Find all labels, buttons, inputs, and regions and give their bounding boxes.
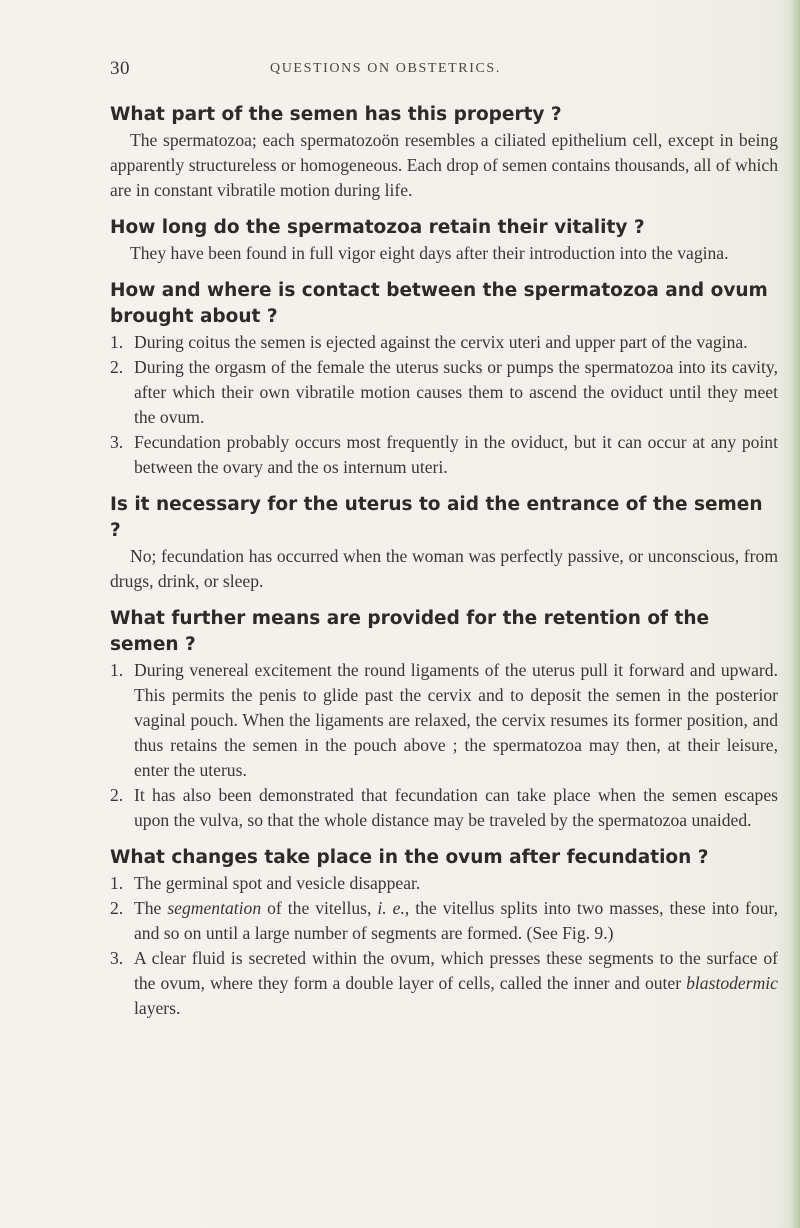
list-item — [110, 896, 778, 946]
running-head — [110, 58, 750, 82]
list-item — [110, 658, 778, 783]
list-item — [110, 430, 778, 480]
item-text-post: , the vitellus splits into two masses, these into four, and so on until a large number of segments are formed. (See Fig. 9.) — [134, 898, 778, 943]
list-item — [110, 330, 778, 355]
item-text-pre: The — [134, 898, 168, 918]
page-content — [110, 102, 778, 1021]
answer-uterus-aid: No; fecundation has occurred when the woman was perfectly passive, or unconscious, from drugs, drink, or sleep. — [110, 546, 778, 591]
question-uterus-aid: Is it necessary for the uterus to aid the entrance of the semen ? — [110, 494, 763, 541]
answer-semen-property: The spermatozoa; each spermatozoön resembles a ciliated epithelium cell, except in being apparently structureless or homogeneous. Each drop of semen contains thousands, all of which are in constant vibratile motion during life. — [110, 130, 778, 200]
item-number: 3. — [110, 948, 124, 968]
term-segmentation: segmentation — [167, 898, 262, 918]
item-number: 1. — [110, 660, 124, 680]
question-retention: What further means are provided for the retention of the semen ? — [110, 608, 710, 655]
item-number: 2. — [110, 898, 124, 918]
abbrev-ie: i. e. — [377, 898, 405, 918]
list-item — [110, 946, 778, 1021]
item-number: 2. — [110, 357, 124, 377]
item-text-mid: of the vitellus, — [261, 898, 378, 918]
item-text: During the orgasm of the female the uterus sucks or pumps the spermatozoa into its cavity, after which their own vibratile motion causes them to ascend the oviduct until they meet the ovum. — [134, 357, 778, 427]
question-contact: How and where is contact between the spermatozoa and ovum brought about ? — [110, 280, 768, 327]
item-text: During coitus the semen is ejected against the cervix uteri and upper part of the vagina. — [134, 332, 748, 352]
running-title: QUESTIONS ON OBSTETRICS. — [270, 61, 501, 76]
item-number: 1. — [110, 332, 124, 352]
answer-list-retention — [110, 658, 778, 833]
item-number: 2. — [110, 785, 124, 805]
page-number: 30 — [110, 58, 130, 79]
item-text: Fecundation probably occurs most frequently in the oviduct, but it can occur at any point between the ovary and the os internum uteri. — [134, 432, 778, 477]
list-item — [110, 355, 778, 430]
item-text: The germinal spot and vesicle disappear. — [134, 873, 421, 893]
item-number: 3. — [110, 432, 124, 452]
item-text: It has also been demonstrated that fecundation can take place when the semen escapes upon the vulva, so that the whole distance may be traveled by the spermatozoa unaided. — [134, 785, 778, 830]
list-item — [110, 871, 778, 896]
answer-vitality: They have been found in full vigor eight days after their introduction into the vagina. — [130, 243, 729, 263]
question-ovum-changes: What changes take place in the ovum after fecundation ? — [110, 847, 709, 868]
question-semen-property: What part of the semen has this property ? — [110, 104, 562, 125]
answer-list-contact — [110, 330, 778, 480]
item-text: During venereal excitement the round ligaments of the uterus pull it forward and upward. This permits the penis to glide past the cervix and to deposit the semen in the posterior vaginal pouch. When the ligaments are relaxed, the cervix resumes its former position, and thus retains the semen in the pouch above ; the spermatozoa may then, at their leisure, enter the uterus. — [134, 660, 778, 780]
item-text-pre: A clear fluid is secreted within the ovum, which presses these segments to the surface of the ovum, where they form a double layer of cells, called the inner and outer — [134, 948, 778, 993]
term-blastodermic: blastodermic — [686, 973, 778, 993]
item-text-post: layers. — [134, 998, 181, 1018]
list-item — [110, 783, 778, 833]
answer-list-ovum-changes — [110, 871, 778, 1021]
item-number: 1. — [110, 873, 124, 893]
question-vitality: How long do the spermatozoa retain their vitality ? — [110, 217, 645, 238]
page-edge — [790, 0, 800, 1228]
